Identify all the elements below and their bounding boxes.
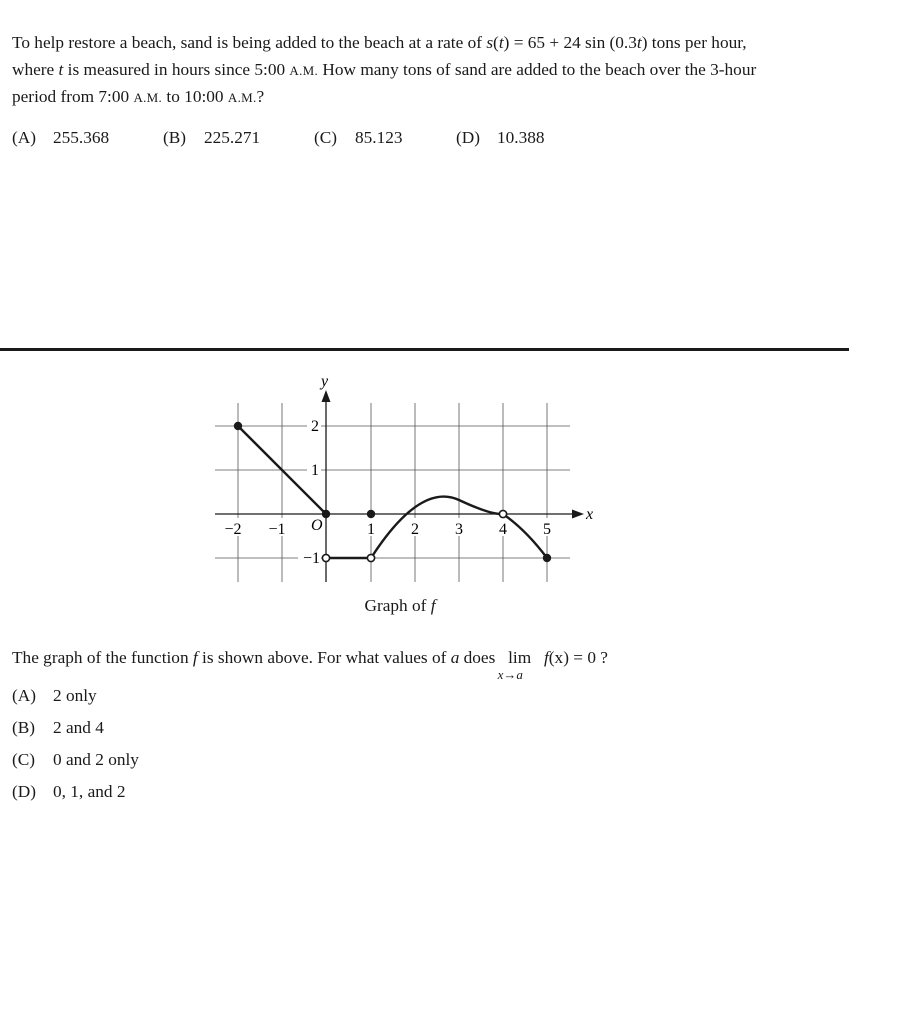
closed-point [322,510,330,518]
am-label: A.M. [133,90,163,105]
segment-curve-rising [371,497,503,558]
q1-text-segment: period from 7:00 [12,87,134,106]
x-tick-label: 2 [411,521,419,538]
limit-subscript: x→a [497,667,523,682]
limit-word: lim [508,648,532,667]
q2-text-segment: The graph of the function [12,648,193,667]
q1-text-segment: ? [256,87,265,106]
q1-text-segment: tons per hour, [647,33,747,52]
question-2-choices [12,684,139,812]
x-tick-label: 3 [455,521,463,538]
choice-label: (B) [163,128,187,147]
q2-function-name: f [192,648,198,667]
x-axis-arrow-icon [572,510,584,519]
y-tick-label: 1 [311,462,319,479]
choice-label: (C) [314,128,338,147]
q1-text-segment: To help restore a beach, sand is being added to the beach at a rate of [12,33,487,52]
graph-of-f [200,370,620,595]
q1-choice-b[interactable] [163,128,260,148]
x-axis-label: x [586,506,594,523]
question-1-stem [12,30,862,112]
choice-label: (B) [12,718,36,737]
q1-text-segment: is measured in hours since 5:00 [63,59,290,79]
x-tick-labels [224,518,554,538]
q2-choice-c[interactable] [12,748,139,780]
q1-choice-a[interactable] [12,128,109,148]
choice-text: 0, 1, and 2 [53,782,126,801]
function-graph-svg [200,370,620,590]
choice-text: 255.368 [53,128,110,147]
choice-label: (A) [12,686,36,705]
limit-expression [497,648,538,682]
q2-text-segment: does [459,648,500,667]
q1-text-segment: to 10:00 [162,87,228,106]
q2-expr-rest: = 0 ? [568,648,608,667]
caption-function: f [430,596,436,615]
choice-text: 10.388 [497,128,545,147]
choice-label: (D) [456,128,480,147]
q1-choice-d[interactable] [456,128,545,148]
x-tick-label: 5 [543,521,551,538]
q1-text-segment: How many tons of sand are added to the beach over the 3-hour [318,59,757,79]
q1-line-1: To help restore a beach, sand is being added to the beach at a rate of s(t) = 65 + 24 sin (0.3t) tons per hour, [12,33,747,52]
q1-choice-c[interactable] [314,128,403,148]
function-curve [238,426,547,558]
q2-expr-function: f [543,648,549,667]
section-divider [0,348,849,351]
open-point [367,554,374,561]
rate-function-variable: t [636,33,642,52]
q1-text-segment: where [12,59,59,79]
q1-line-2 [12,57,862,85]
q2-choice-b[interactable] [12,716,139,748]
rate-function-expression: = 65 + 24 sin (0.3 [509,33,637,52]
y-axis-arrow-icon [322,390,331,402]
choice-text: 85.123 [355,128,403,147]
open-point [499,510,506,517]
q2-choice-a[interactable] [12,684,139,716]
choice-label: (C) [12,750,36,769]
q2-expr-arg: (x) [548,648,569,667]
y-tick-label: −1 [302,550,320,567]
x-tick-label: 4 [499,521,507,538]
q1-line-3 [12,84,862,112]
choice-text: 225.271 [204,128,261,147]
closed-point [367,510,375,518]
choice-text: 2 only [53,686,97,705]
q2-variable-a: a [450,648,460,667]
caption-text: Graph of [364,596,431,615]
y-tick-labels [298,416,321,567]
x-tick-label: −2 [224,521,242,538]
am-label: A.M. [289,62,319,78]
time-variable: t [58,59,64,79]
choice-label: (A) [12,128,36,147]
open-point [322,554,329,561]
grid-lines [215,403,570,582]
y-axis-label: y [321,373,329,390]
x-tick-label: −1 [268,521,286,538]
choice-label: (D) [12,782,36,801]
am-label: A.M. [227,90,257,105]
question-2-stem [12,648,608,682]
graph-caption [0,596,800,616]
origin-label: O [311,517,323,534]
rate-function-close: ) [641,33,648,52]
rate-function-variable: t [498,33,504,52]
q2-text-segment: is shown above. For what values of [197,648,451,667]
q2-choice-d[interactable] [12,780,139,812]
y-tick-label: 2 [311,418,319,435]
rate-function-name: s [486,33,494,52]
closed-point [543,554,551,562]
choice-text: 2 and 4 [53,718,104,737]
closed-point [234,422,242,430]
choice-text: 0 and 2 only [53,750,139,769]
x-tick-label: 1 [367,521,375,538]
